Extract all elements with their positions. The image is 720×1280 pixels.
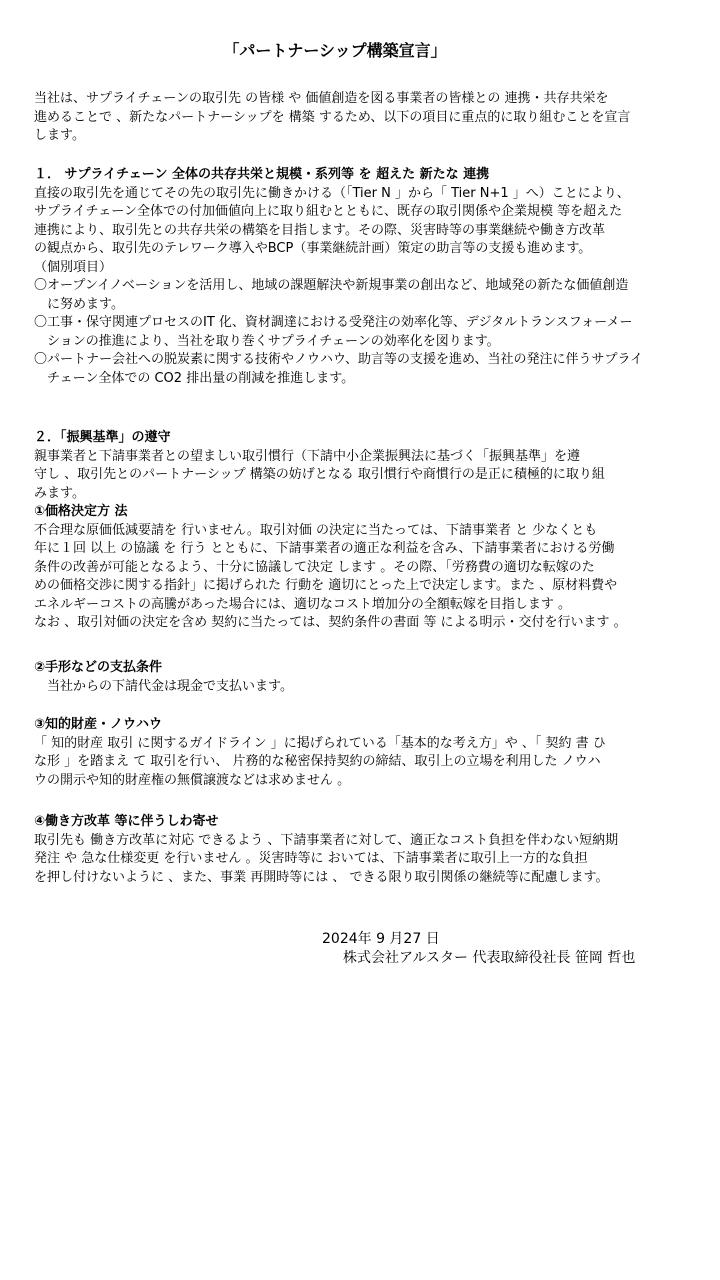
section-line: みます。 [34,485,85,501]
section-line: 取引先も 働き方改革に対応 できるよう 、下請事業者に対して、適正なコスト負担を伴わない短納期 [34,832,619,848]
section-line: 〇工事・保守関連プロセスのIT 化、資材調達における受発注の効率化等、デジタルトランスフォーメー [34,315,633,330]
section-heading: １． サプライチェーン 全体の共存共栄と規模・系列等 を 超えた 新たな 連携 [34,167,490,182]
subsection-heading: ③知的財産・ノウハウ [34,717,163,732]
section-line: 条件の改善が可能となるよう、十分に協議して決定 します 。その際、「労務費の適切な転嫁のた [34,559,595,575]
intro-paragraph [34,90,694,146]
section-line: 年に１回 以上 の協議 を 行う とともに、下請事業者の適正な利益を含み、下請事業者における労働 [34,541,615,556]
intro-line: 当社は、サプライチェーンの取引先 の皆様 や 価値創造を図る事業者の皆様との 連携・共存共栄を [34,91,609,106]
section-line: 守し 、取引先とのパートナーシップ 構築の妨げとなる 取引慣行や商慣行の是正に積極的に取り組 [34,467,605,482]
section-line: の観点から、取引先のテレワーク導入やBCP（事業継続計画）策定の助言等の支援も進めます。 [34,241,592,256]
section-line: に努めます。 [34,296,124,312]
section-supply-chain [34,166,694,388]
intro-line: 進めることで 、新たなパートナーシップを 構築 するため、以下の項目に重点的に取り組むことを宣言 [34,109,631,125]
section-heading: ２．「振興基準」の遵守 [34,430,171,445]
section-line: エネルギーコストの高騰があった場合には、適切なコスト増加分の全額転嫁を目指します 。 [34,596,572,612]
section-line: な形 」を踏まえ て 取引を行い、 片務的な秘密保持契約の締結、取引上の立場を利用した ノウハ [34,754,601,769]
signatory: 株式会社アルスター 代表取締役社長 笹岡 哲也 [343,950,636,966]
section-promotion-standards [34,429,694,633]
section-line: （個別項目） [34,259,113,275]
section-line: なお 、取引対価の決定を含め 契約に当たっては、契約条件の書面 等 による明示・交付を行います 。 [34,615,627,630]
section-intellectual-property [34,716,694,790]
subsection-heading: ④働き方改革 等に伴うしわ寄せ [34,814,219,829]
section-line: 「 知的財産 取引 に関するガイドライン 」に掲げられている「基本的な考え方」や 、「 契約 書 ひ [34,735,606,751]
intro-line: します。 [34,128,85,143]
section-line: 連携により、取引先との共存共栄の構築を目指します。その際、災害時等の事業継続や働き方改革 [34,222,605,238]
section-payment-terms [34,659,694,696]
section-line: 〇パートナー会社への脱炭素に関する技術やノウハウ、助言等の支援を進め、当社の発注に伴うサプライ [34,352,644,367]
section-line: めの価格交渉に関する指針」に掲げられた 行動を 適切にとった上で決定します。また 、原材料費や [34,578,618,593]
section-line: 親事業者と下請事業者との望ましい取引慣行（下請中小企業振興法に基づく「振興基準」を遵 [34,448,581,464]
section-line: を押し付けないように 、また、事業 再開時等には 、 できる限り取引関係の継続等に配慮します。 [34,869,609,885]
declaration-date: 2024年 9 月27 日 [322,931,440,947]
subsection-heading: ①価格決定方 法 [34,504,128,519]
section-line: 〇オープンイノベーションを活用し、地域の課題解決や新規事業の創出など、地域発の新たな価値創造 [34,278,629,293]
section-line: ウの開示や知的財産権の無償譲渡などは求めません 。 [34,772,351,788]
page-title: 「パートナーシップ構築宣言」 [223,41,447,60]
section-line: チェーン全体での CO2 排出量の削減を推進します。 [34,370,355,386]
section-work-style-reform [34,813,694,887]
section-line: 発注 や 急な仕様変更 を行いません 。災害時等に おいては、下請事業者に取引上一方的な負担 [34,851,588,866]
section-line: 不合理な原価低減要請を 行いません。取引対価 の決定に当たっては、下請事業者 と 少なくとも [34,522,598,538]
subsection-heading: ②手形などの支払条件 [34,660,163,675]
section-line: サプライチェーン全体での付加価値向上に取り組むとともに、既存の取引関係や企業規模 等を超えた [34,204,623,219]
section-line: ションの推進により、当社を取り巻くサプライチェーンの効率化を図ります。 [34,333,500,349]
section-line: 直接の取引先を通じてその先の取引先に働きかける（「Tier N 」から「 Tier N+1 」へ）ことにより、 [34,185,630,201]
section-line: 当社からの下請代金は現金で支払います。 [34,678,293,694]
